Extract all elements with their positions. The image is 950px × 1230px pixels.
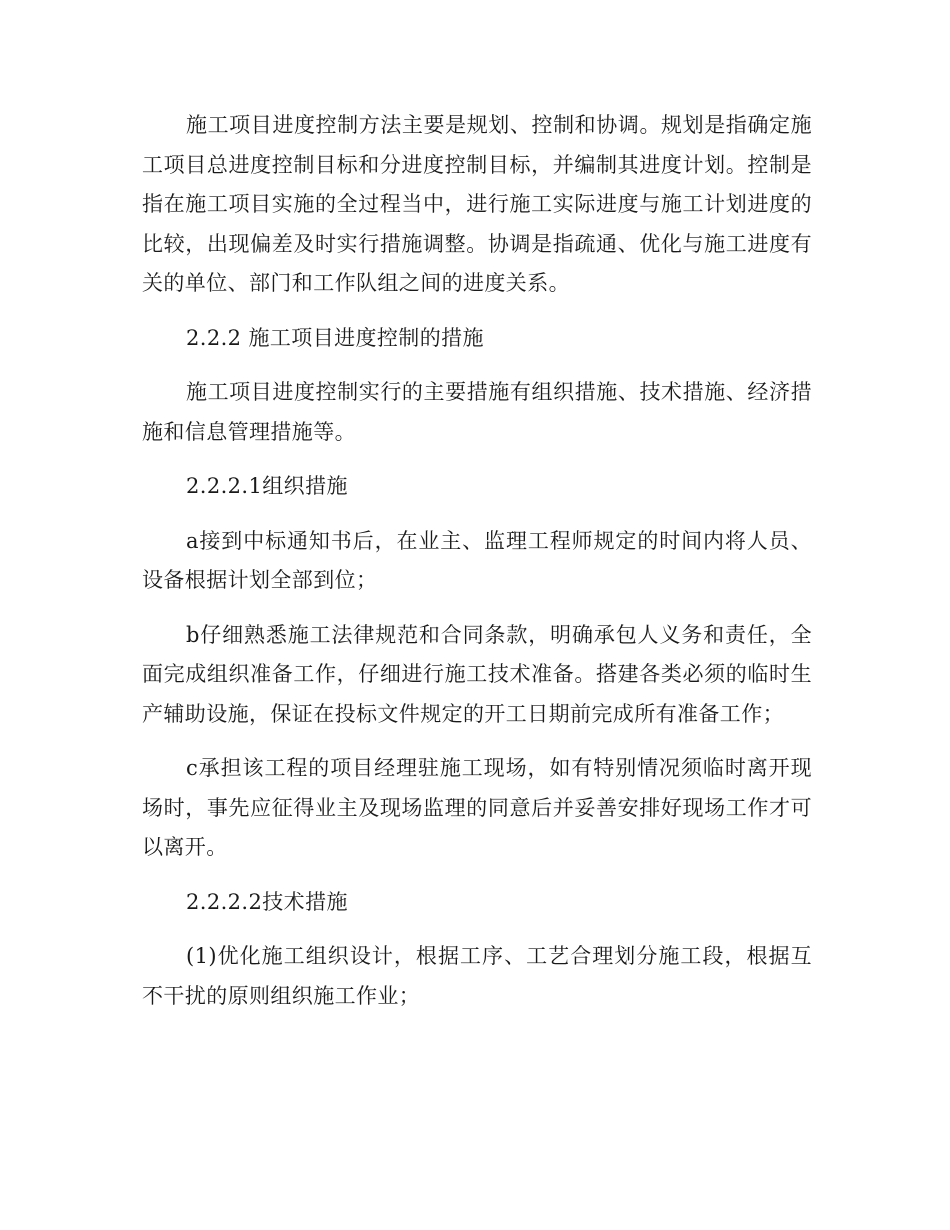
paragraph-item-1: (1)优化施工组织设计，根据工序、工艺合理划分施工段，根据互不干扰的原则组织施工作业； (142, 944, 812, 1008)
section-heading-2-2-2-1: 2.2.2.1组织措施 (186, 474, 348, 498)
paragraph-item-c: c承担该工程的项目经理驻施工现场，如有特别情况须临时离开现场时，事先应征得业主及现场监理的同意后并妥善安排好现场工作才可以离开。 (142, 756, 812, 859)
section-heading-2-2-2: 2.2.2 施工项目进度控制的措施 (186, 325, 484, 350)
section-heading-2-2-2-2: 2.2.2.2技术措施 (186, 889, 348, 914)
document-body (142, 106, 812, 1031)
paragraph-item-a: a接到中标通知书后，在业主、监理工程师规定的时间内将人员、设备根据计划全部到位； (142, 528, 812, 592)
paragraph-method-overview: 施工项目进度控制方法主要是规划、控制和协调。规划是指确定施工项目总进度控制目标和分进度控制目标，并编制其进度计划。控制是指在施工项目实施的全过程当中，进行施工实际进度与施工计划进度的比较，出现偏差及时实行措施调整。协调是指疏通、优化与施工进度有关的单位、部门和工作队组之间的进度关系。 (142, 113, 812, 295)
paragraph-item-b: b仔细熟悉施工法律规范和合同条款，明确承包人义务和责任，全面完成组织准备工作，仔细进行施工技术准备。搭建各类必须的临时生产辅助设施，保证在投标文件规定的开工日期前完成所有准备工作； (142, 622, 812, 726)
paragraph-measures-intro: 施工项目进度控制实行的主要措施有组织措施、技术措施、经济措施和信息管理措施等。 (142, 380, 812, 444)
